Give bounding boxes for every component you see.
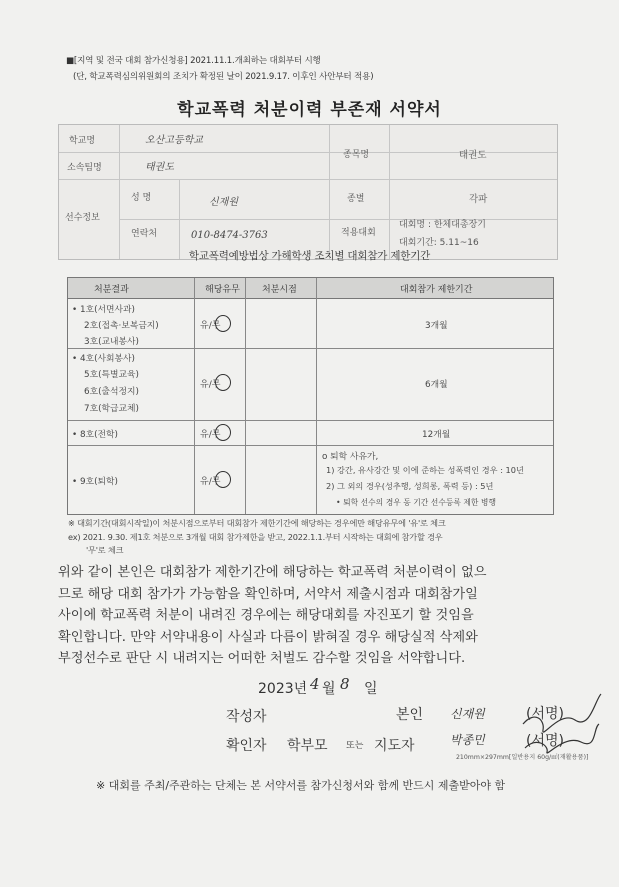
pledge-line: 위와 같이 본인은 대회참가 제한기간에 해당하는 학교폭력 처분이력이 없으 [58, 565, 487, 580]
event-value: 태권도 [459, 150, 487, 161]
penalty-item: 5호(특별교육) [84, 370, 139, 380]
divider [68, 348, 553, 349]
header-applicable: 해당유무 [205, 285, 240, 295]
footnote-line-1: ※ 대회기간(대회시작일)이 처분시점으로부터 대회참가 제한기간에 해당하는 경우에만 해당유무에 '유'로 체크 [68, 518, 446, 528]
header-timing: 처분시점 [262, 285, 297, 295]
team-value: 태권도 [145, 162, 174, 173]
bottom-note: ※ 대회를 주최/주관하는 단체는 본 서약서를 참가신청서와 함께 반드시 제출받아야 함 [96, 779, 506, 792]
confirm-label: 확인자 [226, 738, 267, 754]
date-year: 2023년 [258, 681, 308, 697]
competition-name: 대회명 : 한체대총장기 [399, 220, 487, 230]
pledge-line: 사이에 학교폭력 처분이 내려진 경우에는 해당대회를 자진포기 할 것임을 [58, 608, 474, 623]
header-result: 처분결과 [94, 285, 129, 295]
limit-text: o 퇴학 사유가, [322, 452, 379, 462]
name-label: 성 명 [131, 193, 152, 203]
penalty-item: • 8호(전학) [72, 430, 118, 440]
check-circle [215, 424, 231, 441]
limit-text: • 퇴학 선수의 경우 동 기간 선수등록 제한 병행 [336, 498, 496, 507]
confirm-role: 학부모 [287, 738, 328, 754]
writer-label: 작성자 [226, 709, 267, 725]
pledge-line: 확인합니다. 만약 서약내용이 사실과 다름이 밝혀질 경우 해당실적 삭제와 [58, 629, 478, 645]
contact-value: 010-8474-3763 [191, 230, 268, 241]
document-title: 학교폭력 처분이력 부존재 서약서 [177, 100, 442, 120]
paper-spec: 210mm×297mm[일반용지 60g/㎡(재활용품)] [456, 754, 589, 761]
team-label: 소속팀명 [67, 163, 102, 173]
limit-text: 2) 그 외의 경우(성추행, 성희롱, 폭력 등) : 5년 [326, 481, 494, 491]
check-circle [215, 315, 231, 332]
name-value: 신재원 [209, 197, 238, 208]
penalty-item: 6호(출석정지) [84, 387, 139, 397]
signature-scribble [515, 690, 605, 760]
table-subtitle: 학교폭력예방법상 가해학생 조치별 대회참가 제한기간 [188, 250, 431, 262]
divider [68, 445, 553, 446]
applicable-yn: 유/무 [200, 380, 221, 390]
limit-text: 1) 강간, 유사강간 및 이에 준하는 성폭력인 경우 : 10년 [326, 465, 524, 475]
school-value: 오산고등학교 [145, 135, 203, 146]
penalty-item: • 9호(퇴학) [72, 477, 118, 487]
divider [329, 125, 330, 259]
penalty-item: • 1호(서면사과) [72, 305, 135, 315]
pledge-line: 므로 해당 대회 참가가 가능함을 확인하며, 서약서 제출시점과 대회참가일 [58, 586, 478, 602]
penalty-item: 3호(교내봉사) [84, 337, 139, 347]
pledge-line: 부정선수로 판단 시 내려지는 어떠한 처벌도 감수할 것임을 서약합니다. [58, 651, 466, 666]
self-label: 본인 [396, 707, 424, 723]
check-circle [215, 374, 231, 391]
category-value: 각파 [469, 194, 488, 205]
athlete-label: 선수정보 [65, 213, 100, 223]
date-month: 4 [310, 675, 320, 693]
competition-label: 적용대회 [341, 228, 376, 238]
penalty-item: 7호(학급교체) [84, 404, 139, 414]
header-limit: 대회참가 제한기간 [400, 285, 473, 295]
applicable-yn: 유/무 [200, 477, 221, 487]
notice-line-2: (단, 학교폭력심의위원회의 조치가 확정된 날이 2021.9.17. 이후인 사안부터 적용) [73, 72, 374, 82]
limit-period: 6개월 [425, 380, 448, 390]
school-label: 학교명 [69, 136, 96, 146]
guide-label: 지도자 [374, 738, 415, 754]
divider [316, 278, 317, 514]
self-name: 신재원 [450, 707, 485, 721]
divider [389, 125, 390, 259]
sign-mark: (서명) [526, 706, 564, 722]
pledge-text [58, 562, 568, 670]
penalty-item: 2호(접촉·보복금지) [84, 321, 159, 331]
info-table [58, 124, 558, 260]
applicable-yn: 유/무 [200, 321, 221, 331]
contact-label: 연락처 [131, 229, 158, 239]
check-circle [215, 471, 231, 488]
limit-period: 12개월 [422, 430, 451, 440]
penalty-table [67, 277, 554, 515]
table-header [68, 278, 553, 299]
competition-period: 대회기간: 5.11~16 [399, 238, 479, 248]
notice-line-1: ■[지역 및 전국 대회 참가신청용] 2021.11.1.개최하는 대회부터 시행 [66, 56, 321, 66]
divider [245, 278, 246, 514]
applicable-yn: 유/무 [200, 430, 221, 440]
limit-period: 3개월 [425, 321, 448, 331]
penalty-item: • 4호(사회봉사) [72, 354, 135, 364]
confirm-name: 박종민 [450, 733, 485, 747]
date-day: 8 [340, 675, 350, 693]
divider [194, 278, 195, 514]
event-label: 종목명 [343, 150, 370, 160]
date-month-unit: 월 [322, 681, 336, 697]
category-label: 종별 [347, 194, 365, 204]
divider [179, 179, 180, 259]
footnote-line-3: '무'로 체크 [86, 545, 124, 555]
date-day-unit: 일 [364, 681, 378, 697]
divider [68, 420, 553, 421]
sign-mark: (서명) [526, 733, 564, 749]
footnote-line-2: ex) 2021. 9.30. 제1호 처분으로 3개월 대회 참가제한을 받고, 2022.1.1.부터 시작하는 대회에 참가할 경우 [68, 532, 443, 542]
info-row-name [119, 179, 557, 220]
or-label: 또는 [346, 741, 364, 751]
